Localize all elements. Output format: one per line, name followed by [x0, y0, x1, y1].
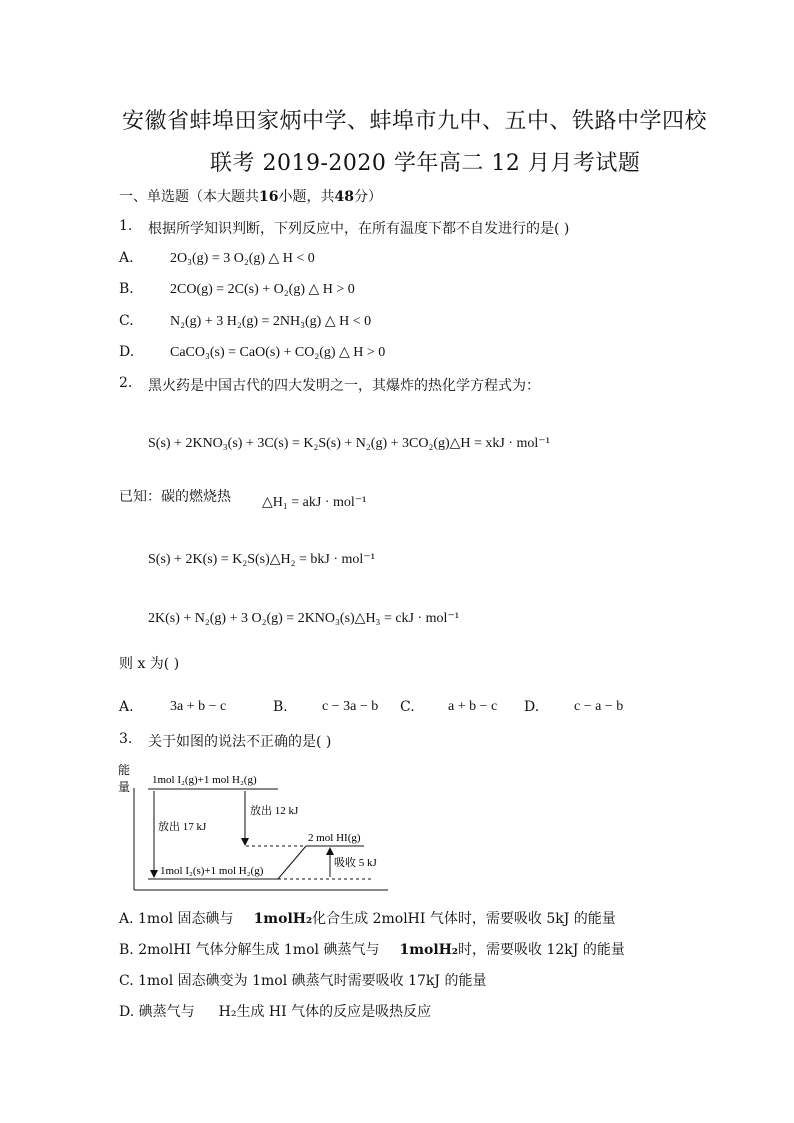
title-line-1: 安徽省蚌埠田家炳中学、蚌埠市九中、五中、铁路中学四校 — [122, 109, 708, 134]
title-line-2: 联考 2019-2020 学年高二 12 月月考试题 — [210, 151, 641, 176]
release-17-label: 放出 17 kJ — [158, 821, 207, 833]
q2-option-a-text: 3a + b − c — [170, 699, 227, 714]
q2-main-equation: S(s) + 2KNO₃(s) + 3C(s) = K₂S(s) + N₂(g) + 3CO₂(g)△H = xkJ · mol⁻¹ — [148, 436, 550, 451]
q3-option-b-part1: B. 2molHI 气体分解生成 1mol 碘蒸气与 — [119, 942, 380, 958]
q3-option-b — [119, 939, 625, 959]
release-12-label: 放出 12 kJ — [250, 805, 299, 817]
q3-number: 3. — [119, 731, 133, 747]
q3-option-a-part2: 1molH₂ — [253, 911, 313, 927]
q2-option-a-label: A. — [119, 699, 134, 715]
q2-option-c-label: C. — [400, 699, 415, 715]
q2-option-b-text: c − 3a − b — [322, 699, 379, 714]
q3-option-d-part3: 生成 HI 气体的反应是吸热反应 — [236, 1004, 432, 1020]
y-axis-label-char-2: 量 — [118, 780, 131, 794]
q3-option-b-part2: 1molH₂ — [399, 942, 459, 958]
q1-option-b-text: 2CO(g) = 2C(s) + O₂(g) △ H > 0 — [170, 282, 355, 297]
top-level-label: 1mol I₂(g)+1 mol H₂(g) — [152, 774, 257, 786]
q1-option-c-text: N₂(g) + 3 H₂(g) = 2NH₃(g) △ H < 0 — [170, 314, 372, 329]
q2-known-label: 已知：碳的燃烧热 — [119, 489, 231, 505]
q1-option-d-text: CaCO₃(s) = CaO(s) + CO₂(g) △ H > 0 — [170, 345, 386, 360]
q1-option-d-label: D. — [119, 344, 135, 360]
mid-level-label: 2 mol HI(g) — [308, 832, 361, 844]
energy-diagram — [116, 758, 396, 896]
q2-option-b-label: B. — [273, 699, 288, 715]
q1-option-a-text: 2O₃(g) = 3 O₂(g) △ H < 0 — [170, 251, 315, 266]
section-score: 48 — [334, 189, 354, 205]
q3-option-b-part3: 时，需要吸收 12kJ 的能量 — [458, 942, 625, 958]
q2-option-d-text: c − a − b — [574, 699, 624, 714]
q2-stem: 黑火药是中国古代的四大发明之一，其爆炸的热化学方程式为： — [148, 378, 540, 394]
q1-stem: 根据所学知识判断，下列反应中，在所有温度下都不自发进行的是( ) — [148, 221, 570, 237]
q3-option-d-part1: D. 碘蒸气与 — [119, 1004, 195, 1020]
q3-option-a-part1: A. 1mol 固态碘与 — [119, 911, 234, 927]
transition-slope — [278, 846, 306, 879]
bottom-level-label: 1mol I₂(s)+1 mol H₂(g) — [160, 865, 264, 877]
section-mid: 小题，共 — [278, 189, 335, 205]
q3-option-c — [119, 970, 486, 990]
section-prefix: 一、单选题（本大题共 — [119, 189, 259, 205]
q3-stem: 关于如图的说法不正确的是( ) — [148, 734, 332, 750]
q1-number: 1. — [119, 218, 133, 234]
section-count: 16 — [259, 189, 279, 205]
q2-equation-h3: 2K(s) + N₂(g) + 3 O₂(g) = 2KNO₃(s)△H₃ = ckJ · mol⁻¹ — [148, 611, 460, 626]
section-suffix: 分） — [353, 189, 382, 205]
section-header — [119, 186, 382, 206]
q3-option-a-part3: 化合生成 2molHI 气体时，需要吸收 5kJ 的能量 — [312, 911, 616, 927]
q3-option-d-part2: H₂ — [218, 1004, 237, 1020]
q1-option-a-label: A. — [119, 250, 134, 266]
y-axis-label-char-1: 能 — [118, 763, 131, 777]
absorb-5-label: 吸收 5 kJ — [334, 857, 377, 869]
q1-option-b-label: B. — [119, 281, 134, 297]
q2-ask: 则 x 为( ) — [119, 656, 180, 672]
q2-option-c-text: a + b − c — [448, 699, 498, 714]
q2-number: 2. — [119, 375, 133, 391]
q2-option-d-label: D. — [524, 699, 540, 715]
q3-option-c-text: C. 1mol 固态碘变为 1mol 碘蒸气时需要吸收 17kJ 的能量 — [119, 973, 487, 989]
q1-option-c-label: C. — [119, 313, 134, 329]
q2-equation-h1: △H₁ = akJ · mol⁻¹ — [262, 495, 367, 510]
q3-option-a — [119, 908, 616, 928]
q2-equation-h2: S(s) + 2K(s) = K₂S(s)△H₂ = bkJ · mol⁻¹ — [148, 552, 375, 567]
q3-option-d — [119, 1001, 431, 1021]
